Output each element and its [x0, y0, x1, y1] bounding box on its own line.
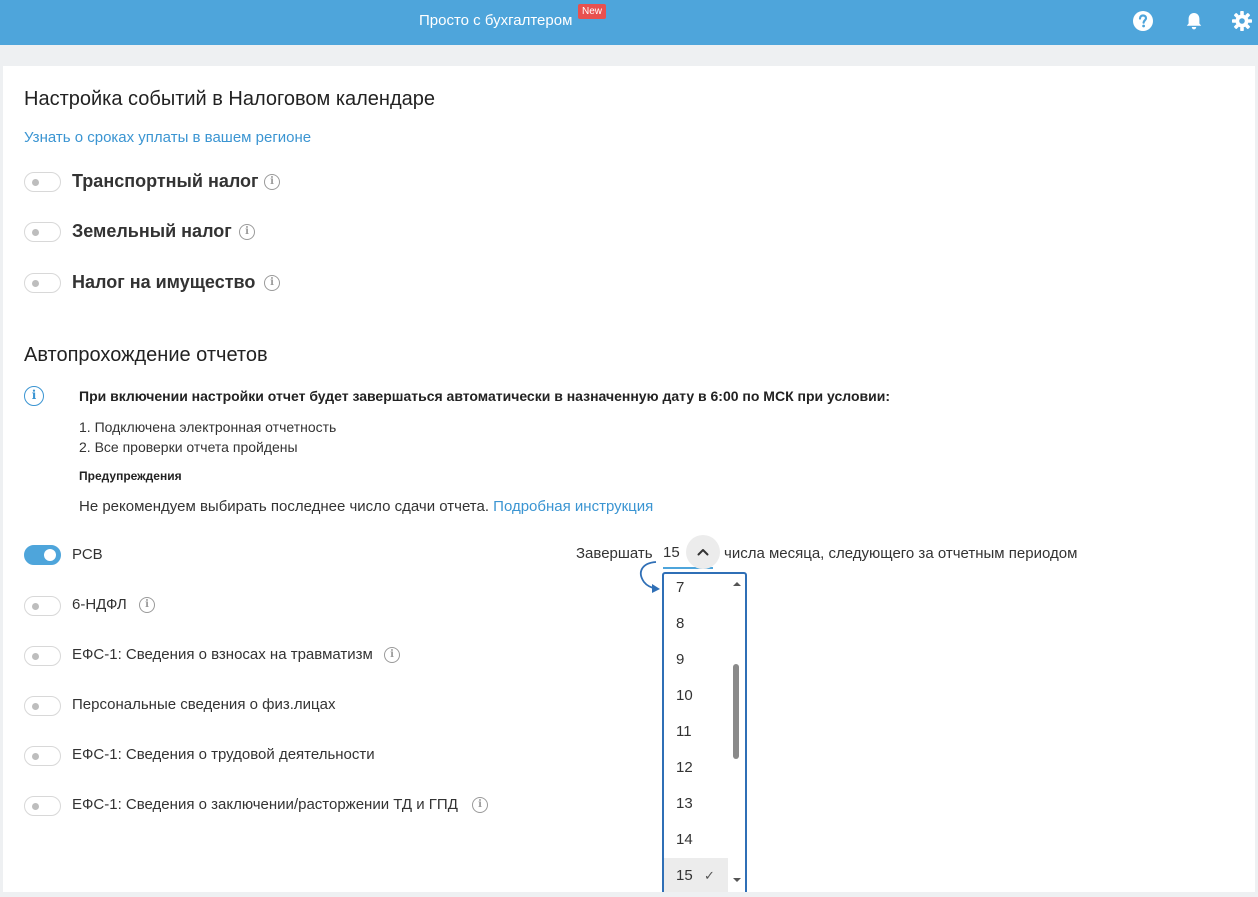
toggle-knob [44, 549, 56, 561]
personal-data-toggle[interactable] [24, 696, 61, 716]
option-label: 9 [676, 651, 685, 668]
toggle-knob [32, 653, 39, 660]
option-label: 12 [676, 759, 693, 776]
dropdown-option[interactable] [664, 714, 728, 750]
toggle-knob [32, 229, 39, 236]
rsv-toggle[interactable] [24, 545, 61, 565]
option-label: 10 [676, 687, 693, 704]
option-label: 8 [676, 615, 685, 632]
property-tax-label: Налог на имущество [72, 272, 256, 292]
warnings-text [79, 498, 653, 515]
land-tax-toggle[interactable] [24, 222, 61, 242]
toggle-knob [32, 603, 39, 610]
dropdown-option[interactable] [664, 572, 728, 606]
personal-data-label: Персональные сведения о физ.лицах [72, 696, 336, 713]
finish-suffix: числа месяца, следующего за отчетным периодом [724, 545, 1078, 562]
option-label: 7 [676, 579, 685, 596]
collapse-dropdown-button[interactable] [686, 535, 720, 569]
dropdown-option-selected[interactable] [664, 858, 728, 894]
toggle-knob [32, 803, 39, 810]
warnings-title: Предупреждения [79, 469, 182, 483]
injury-contributions-label: ЕФС-1: Сведения о взносах на травматизм [72, 646, 373, 663]
ndfl-label: 6-НДФЛ [72, 596, 127, 613]
dropdown-option[interactable] [664, 642, 728, 678]
bottom-divider [3, 892, 1255, 897]
transport-tax-label: Транспортный налог [72, 171, 259, 191]
brand-title[interactable]: Просто с бухгалтером [419, 12, 573, 29]
warnings-message: Не рекомендуем выбирать последнее число сдачи отчета. [79, 498, 489, 515]
page-title: Настройка событий в Налоговом календаре [24, 88, 436, 110]
labor-activity-toggle[interactable] [24, 746, 61, 766]
toggle-knob [32, 753, 39, 760]
info-icon[interactable]: i [264, 275, 280, 291]
info-icon[interactable]: i [472, 797, 488, 813]
new-badge: New [578, 4, 606, 19]
info-icon[interactable]: i [239, 224, 255, 240]
bell-icon[interactable] [1183, 10, 1205, 32]
option-label: 11 [676, 723, 692, 740]
transport-tax-toggle[interactable] [24, 172, 61, 192]
contracts-label: ЕФС-1: Сведения о заключении/расторжении ТД и ГПД [72, 796, 458, 813]
info-icon: i [24, 386, 44, 406]
info-icon[interactable]: i [264, 174, 280, 190]
scroll-down-arrow-icon[interactable] [732, 876, 742, 884]
dropdown-option[interactable] [664, 786, 728, 822]
day-dropdown-list[interactable] [662, 572, 747, 895]
auto-reports-title: Автопрохождение отчетов [24, 344, 268, 366]
dropdown-option[interactable] [664, 822, 728, 858]
region-deadlines-link[interactable]: Узнать о сроках уплаты в вашем регионе [24, 129, 312, 146]
gear-icon[interactable] [1231, 10, 1253, 32]
option-label: 15 [676, 867, 693, 884]
info-icon[interactable]: i [139, 597, 155, 613]
help-icon[interactable] [1132, 10, 1154, 32]
property-tax-toggle[interactable] [24, 273, 61, 293]
contracts-toggle[interactable] [24, 796, 61, 816]
auto-note: При включении настройки отчет будет завершаться автоматически в назначенную дату в 6:00 по МСК при условии: [79, 388, 890, 404]
finish-prefix: Завершать [576, 545, 653, 562]
top-bar [0, 0, 1258, 45]
dropdown-option[interactable] [664, 606, 728, 642]
injury-contributions-toggle[interactable] [24, 646, 61, 666]
finish-day-value: 15 [663, 544, 680, 561]
option-label: 14 [676, 831, 693, 848]
land-tax-label: Земельный налог [72, 221, 232, 241]
ndfl-toggle[interactable] [24, 596, 61, 616]
scrollbar-thumb[interactable] [733, 664, 739, 759]
toggle-knob [32, 703, 39, 710]
chevron-up-icon [686, 535, 720, 569]
labor-activity-label: ЕФС-1: Сведения о трудовой деятельности [72, 746, 375, 763]
info-icon[interactable]: i [384, 647, 400, 663]
toggle-knob [32, 280, 39, 287]
condition-item: 1. Подключена электронная отчетность [79, 419, 337, 435]
toggle-knob [32, 179, 39, 186]
rsv-label: РСВ [72, 546, 103, 563]
scroll-up-arrow-icon[interactable] [732, 580, 742, 588]
instruction-link[interactable]: Подробная инструкция [493, 498, 654, 515]
check-icon: ✓ [704, 868, 715, 883]
dropdown-option[interactable] [664, 678, 728, 714]
condition-item: 2. Все проверки отчета пройдены [79, 439, 298, 455]
dropdown-option[interactable] [664, 750, 728, 786]
option-label: 13 [676, 795, 693, 812]
